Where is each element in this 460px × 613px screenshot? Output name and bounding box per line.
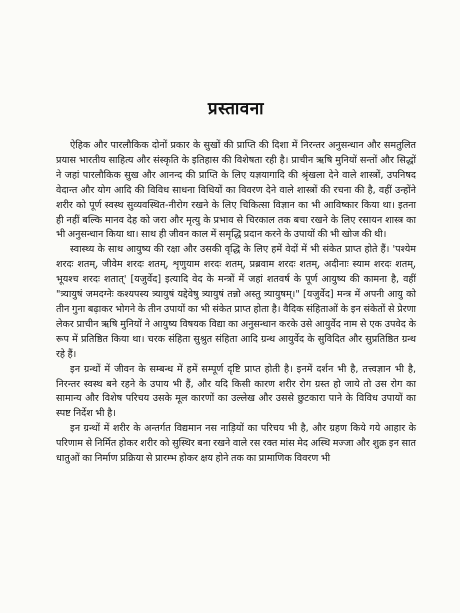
paragraph-2: स्वास्थ्य के साथ आयुष्य की रक्षा और उसकी वृद्धि के लिए हमें वेदों में भी संकेत प्राप्त होते हैं। 'पश्येम शरदः शतम्, जीवेम शरदः शतम्, शृणुयाम शरदः शतम्, प्रब्रवाम शरदः शतम्, अदीनाः स्याम शरदः शतम्, भूयश्च शरदः शतात्' [यजुर्वेद] इत्यादि वेद के मन्त्रों में जहां शतवर्ष के पूर्ण आयुष्य की कामना है, वहीं "त्र्यायुषं जमदग्नेः कश्यपस्य त्र्यायुषं यद्देवेषु त्र्यायुषं तन्नो अस्तु त्र्यायुषम्।" [यजुर्वेद] मन्त्र में अपनी आयु को तीन गुना बढ़ाकर भोगने के तीन उपायों का भी संकेत प्राप्त होता है। वैदिक संहिताओं के इन संकेतों से प्रेरणा लेकर प्राचीन ऋषि मुनियों ने आयुष्य विषयक विद्या का अनुसन्धान करके उसे आयुर्वेद नाम से एक उपवेद के रूप में प्रतिष्ठित किया था। चरक संहिता सुश्रुत संहिता आदि ग्रन्थ आयुर्वेद के सुविदित और सुप्रतिष्ठित ग्रन्थ रहे हैं।	[56, 244, 416, 360]
paragraph-1: ऐहिक और पारलौकिक दोनों प्रकार के सुखों की प्राप्ति की दिशा में निरन्तर अनुसन्धान और समतुलित प्रयास भारतीय साहित्य और संस्कृति के इतिहास की विशेषता रही है। प्राचीन ऋषि मुनियों सन्तों और सिद्धों ने जहां पारलौकिक सुख और आनन्द की प्राप्ति के लिए यज्ञयागादि की श्रृंखला देने वाले शास्त्रों, उपनिषद वेदान्त और योग आदि की विविध साधना विधियों का विवरण देने वाले शास्त्रों की रचना की है, वहीं उन्होंने शरीर को पूर्ण स्वस्थ सुव्यवस्थित-नीरोग रखने के लिए चिकित्सा विज्ञान का भी आविष्कार किया था। इतना ही नहीं बल्कि मानव देह को जरा और मृत्यु के प्रभाव से चिरकाल तक बचा रखने के लिए रसायन शास्त्र का भी अनुसन्धान किया था। साथ ही जीवन काल में समृद्धि प्रदान करने के उपायों की भी खोज की थी।	[56, 140, 416, 241]
paragraph-3: इन ग्रन्थों में जीवन के सम्बन्ध में हमें सम्पूर्ण दृष्टि प्राप्त होती है। इनमें दर्शन भी है, तत्त्वज्ञान भी है, निरन्तर स्वस्थ बने रहने के उपाय भी हैं, और यदि किसी कारण शरीर रोग ग्रस्त हो जाये तो उस रोग का सामान्य और विशेष परिचय उसके मूल कारणों का उल्लेख और उससे छुटकारा पाने के विविध उपायों का स्पष्ट निर्देश भी है।	[56, 363, 416, 420]
body-text	[56, 139, 416, 467]
page-title: प्रस्तावना	[207, 99, 265, 119]
paragraph-4: इन ग्रन्थों में शरीर के अन्तर्गत विद्यमान नस नाड़ियों का परिचय भी है, और ग्रहण किये गये आहार के परिणाम से निर्मित होकर शरीर को सुस्थिर बना रखने वाले रस रक्त मांस मेद अस्थि मज्जा और शुक्र इन सात धातुओं का निर्माण प्रक्रिया से प्रारम्भ होकर क्षय होने तक का प्रामाणिक विवरण भी	[56, 423, 416, 465]
